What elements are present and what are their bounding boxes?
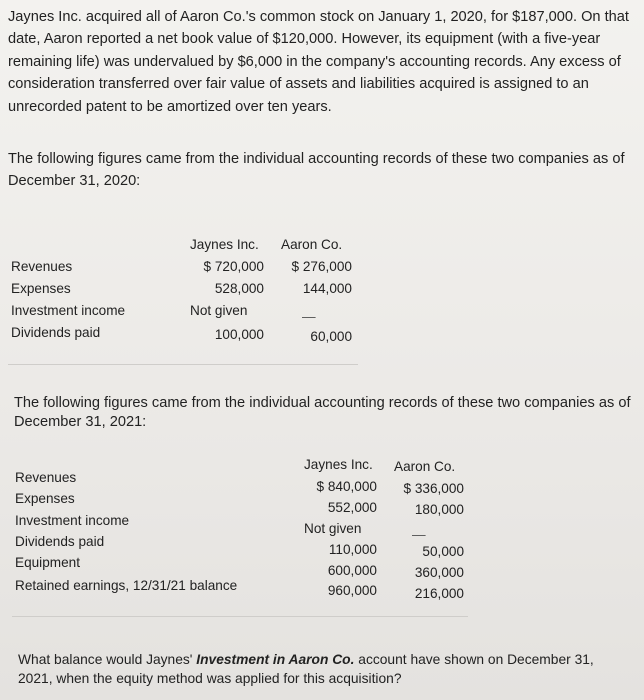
- table-2020-cell-jaynes: 100,000: [214, 327, 264, 342]
- table-2021-cell-jaynes: 600,000: [327, 563, 377, 578]
- table-2020-row-label: Dividends paid: [11, 325, 101, 340]
- section-2021-intro: The following figures came from the individual accounting records of these two companies as of December 31, 2021:: [14, 395, 631, 430]
- table-2021-cell-aaron: 216,000: [414, 586, 464, 601]
- table-2021-cell-aaron: —: [412, 527, 426, 542]
- table-2020-row-label: Expenses: [11, 281, 71, 296]
- table-2020-header-jaynes: Jaynes Inc.: [190, 237, 259, 252]
- table-2021-cell-aaron: $ 336,000: [403, 481, 464, 496]
- table-2021-divider: [12, 616, 468, 617]
- table-2021-row-label: Revenues: [15, 470, 77, 485]
- table-2020-row-label: Investment income: [11, 303, 126, 318]
- table-2020-cell-aaron: —: [302, 309, 316, 324]
- table-2020-header-aaron: Aaron Co.: [281, 237, 343, 252]
- table-2020-cell-jaynes: Not given: [190, 303, 248, 318]
- table-2021-cell-aaron: 180,000: [414, 502, 464, 517]
- table-2021-cell-jaynes: Not given: [304, 521, 362, 536]
- table-2021-row-label: Investment income: [15, 513, 130, 528]
- question-account-name: Investment in Aaron Co.: [196, 652, 355, 667]
- section-2020-intro: The following figures came from the individual accounting records of these two companies as of December 31, 2020:: [8, 151, 625, 190]
- table-2021-cell-jaynes: 960,000: [327, 583, 377, 598]
- intro-paragraph: Jaynes Inc. acquired all of Aaron Co.'s common stock on January 1, 2020, for $187,000. On that date, Aaron reported a net book value of $120,000. However, its equipment (with a five-year remaining life) was undervalued by $6,000 in the company's accounting records. Any excess of consideration transferred over fair value of assets and liabilities acquired is assigned to an unrecorded patent to be amortized over ten years.: [8, 9, 629, 115]
- table-2021-cell-jaynes: 552,000: [327, 500, 377, 515]
- table-2021-row-label: Expenses: [15, 491, 75, 506]
- table-2020-cell-jaynes: $ 720,000: [203, 259, 264, 274]
- question-text: [18, 650, 624, 688]
- table-2021-row-label: Retained earnings, 12/31/21 balance: [15, 578, 238, 593]
- table-2021-cell-jaynes: 110,000: [328, 542, 377, 557]
- table-2020-cell-aaron: $ 276,000: [291, 259, 352, 274]
- table-2021-header-jaynes: Jaynes Inc.: [304, 457, 373, 472]
- table-2020-divider: [8, 364, 358, 365]
- table-2021-cell-jaynes: $ 840,000: [316, 479, 377, 494]
- table-2020-cell-jaynes: 528,000: [214, 281, 264, 296]
- table-2020-row-label: Revenues: [11, 259, 73, 274]
- table-2021-cell-aaron: 50,000: [422, 544, 464, 559]
- question-text-before: What balance would Jaynes': [18, 652, 197, 667]
- table-2020-cell-aaron: 144,000: [302, 281, 352, 296]
- question-text-after: account have shown on December 31, 2021, when the equity method was applied for this acquisition?: [18, 652, 594, 686]
- table-2020-cell-aaron: 60,000: [310, 329, 352, 344]
- table-2021-row-label: Dividends paid: [15, 534, 105, 549]
- table-2021-cell-aaron: 360,000: [414, 565, 464, 580]
- table-2021-row-label: Equipment: [15, 555, 80, 570]
- table-2021-header-aaron: Aaron Co.: [394, 459, 456, 474]
